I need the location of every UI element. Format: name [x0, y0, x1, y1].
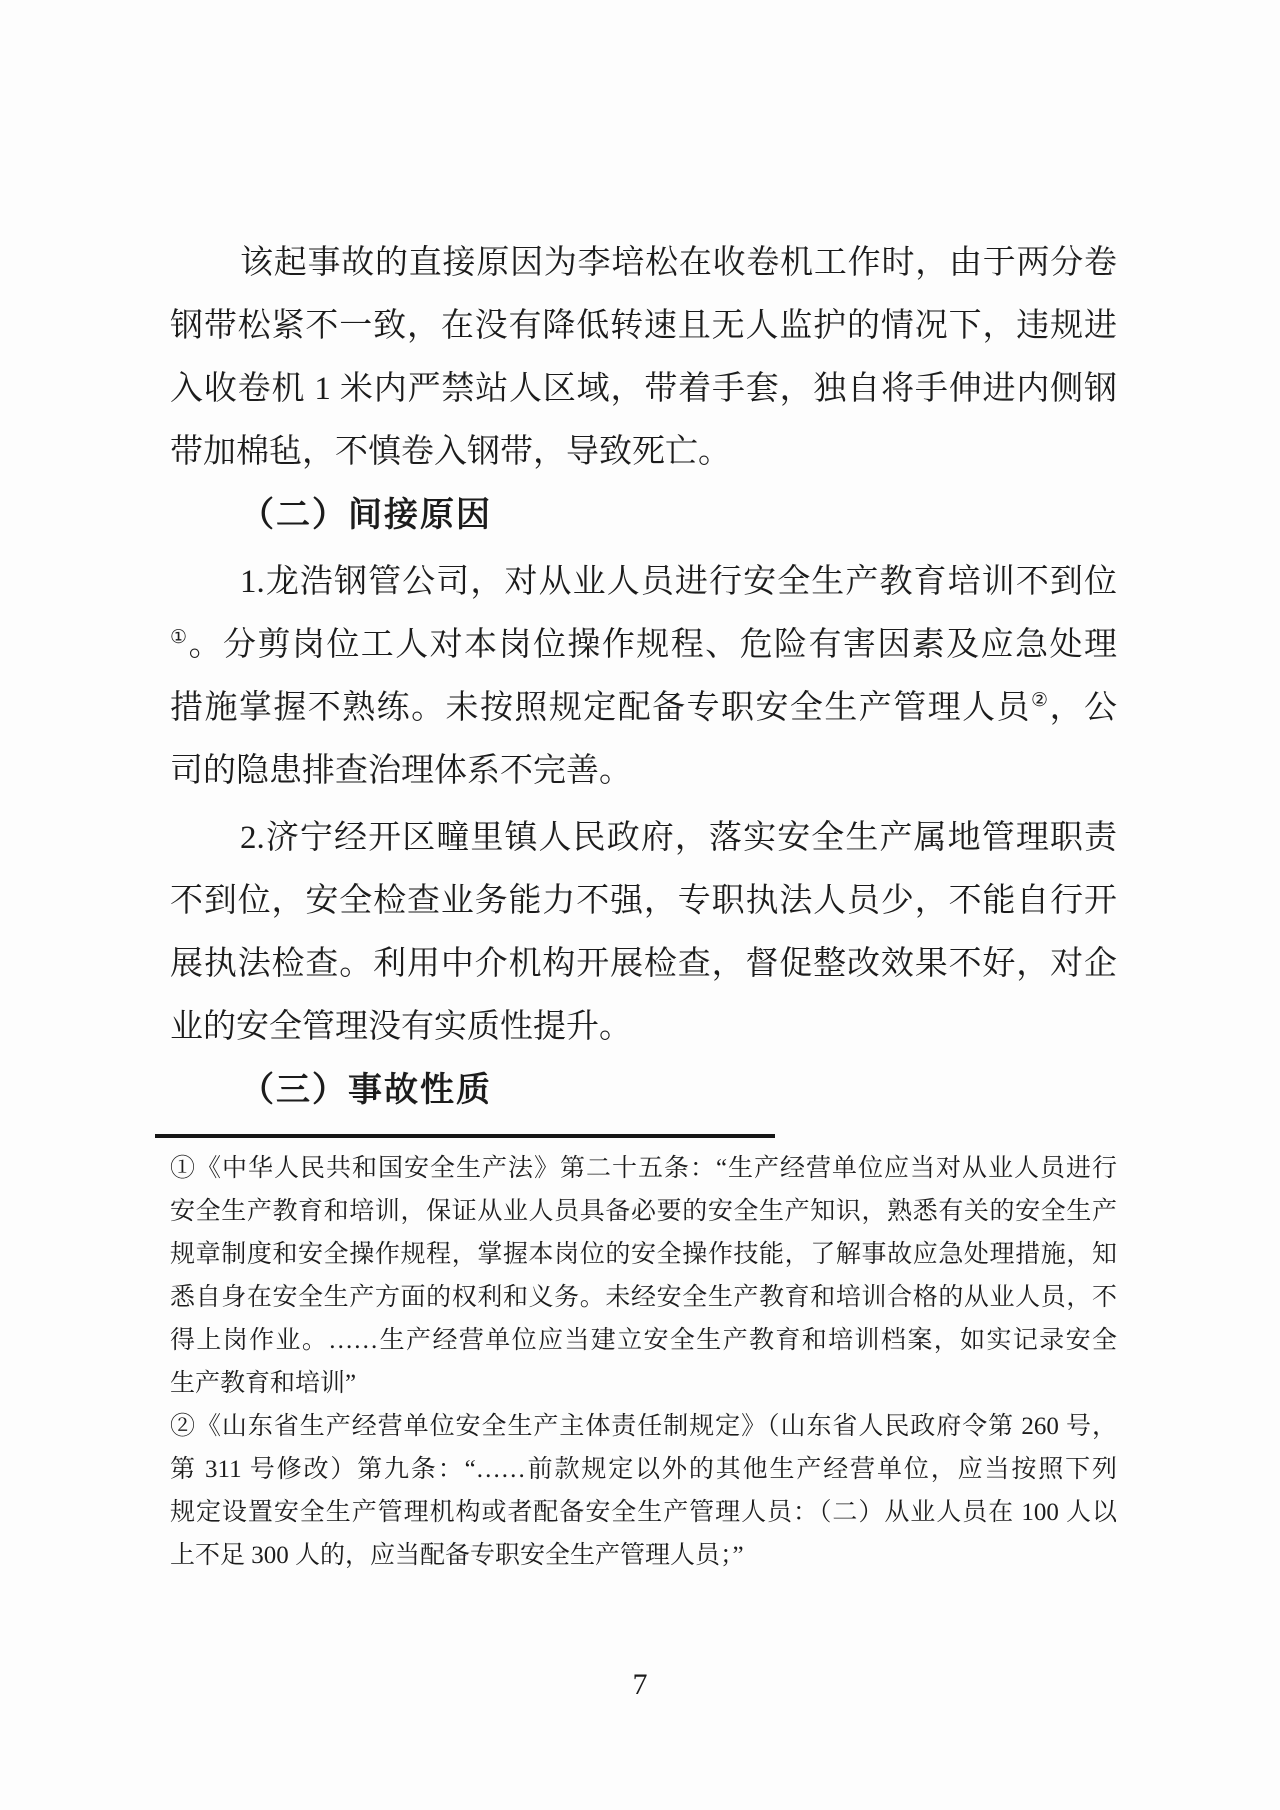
paragraph-indirect-cause-government: [170, 807, 1117, 1059]
footnote-2: [170, 1405, 1117, 1577]
paragraph-indirect-cause-company: [170, 551, 1117, 803]
footnote-line: ②《山东省生产经营单位安全生产主体责任制规定》（山东省人民政府令第 260 号，: [170, 1413, 1117, 1440]
footnotes: [0, 1138, 1280, 1577]
section-heading-indirect-cause: （二）间接原因: [240, 497, 492, 534]
footnote-line: 第 311 号修改）第九条：“……前款规定以外的其他生产经营单位，应当按照下列: [170, 1456, 1117, 1483]
body-text-line: 业的安全管理没有实质性提升。: [170, 1009, 632, 1045]
footnote-line: 上不足 300 人的，应当配备专职安全生产管理人员；”: [170, 1542, 744, 1569]
body-text-line: 1.龙浩钢管公司，对从业人员进行安全生产教育培训不到位: [240, 564, 1117, 600]
body-text-line: 不到位，安全检查业务能力不强，专职执法人员少，不能自行开: [170, 883, 1117, 919]
section-heading-accident-nature: （三）事故性质: [240, 1072, 492, 1109]
body-text-line: 措施掌握不熟练。未按照规定配备专职安全生产管理人员②，公: [170, 690, 1117, 726]
body-text-line: ①。分剪岗位工人对本岗位操作规程、危险有害因素及应急处理: [170, 627, 1117, 663]
body-text-line: 展执法检查。利用中介机构开展检查，督促整改效果不好，对企: [170, 946, 1117, 982]
body-text-line: 带加棉毡，不慎卷入钢带，导致死亡。: [170, 434, 731, 470]
body-text-line: 司的隐患排查治理体系不完善。: [170, 753, 632, 789]
footnote-line: 生产教育和培训”: [170, 1370, 357, 1397]
body-text-line: 2.济宁经开区疃里镇人民政府，落实安全生产属地管理职责: [240, 820, 1117, 856]
footnote-ref-marker: ②: [1030, 690, 1050, 711]
footnote-line: 安全生产教育和培训，保证从业人员具备必要的安全生产知识，熟悉有关的安全生产: [170, 1198, 1117, 1225]
footnote-line: ①《中华人民共和国安全生产法》第二十五条：“生产经营单位应当对从业人员进行: [170, 1155, 1117, 1182]
body-text-line: 该起事故的直接原因为李培松在收卷机工作时，由于两分卷: [240, 245, 1117, 281]
body-text-line: 钢带松紧不一致，在没有降低转速且无人监护的情况下，违规进: [170, 308, 1117, 344]
footnote-line: 悉自身在安全生产方面的权利和义务。未经安全生产教育和培训合格的从业人员，不: [170, 1284, 1117, 1311]
footnote-ref-marker: ①: [170, 627, 189, 648]
page-number: 7: [632, 1668, 648, 1701]
footnote-line: 规定设置安全生产管理机构或者配备安全生产管理人员：（二）从业人员在 100 人以: [170, 1499, 1117, 1526]
footnote-line: 得上岗作业。……生产经营单位应当建立安全生产教育和培训档案，如实记录安全: [170, 1327, 1117, 1354]
body-text-line: 入收卷机 1 米内严禁站人区域，带着手套，独自将手伸进内侧钢: [170, 371, 1117, 407]
paragraph-direct-cause: [170, 232, 1117, 484]
footnote-1: [170, 1147, 1117, 1405]
footnote-line: 规章制度和安全操作规程，掌握本岗位的安全操作技能，了解事故应急处理措施，知: [170, 1241, 1117, 1268]
